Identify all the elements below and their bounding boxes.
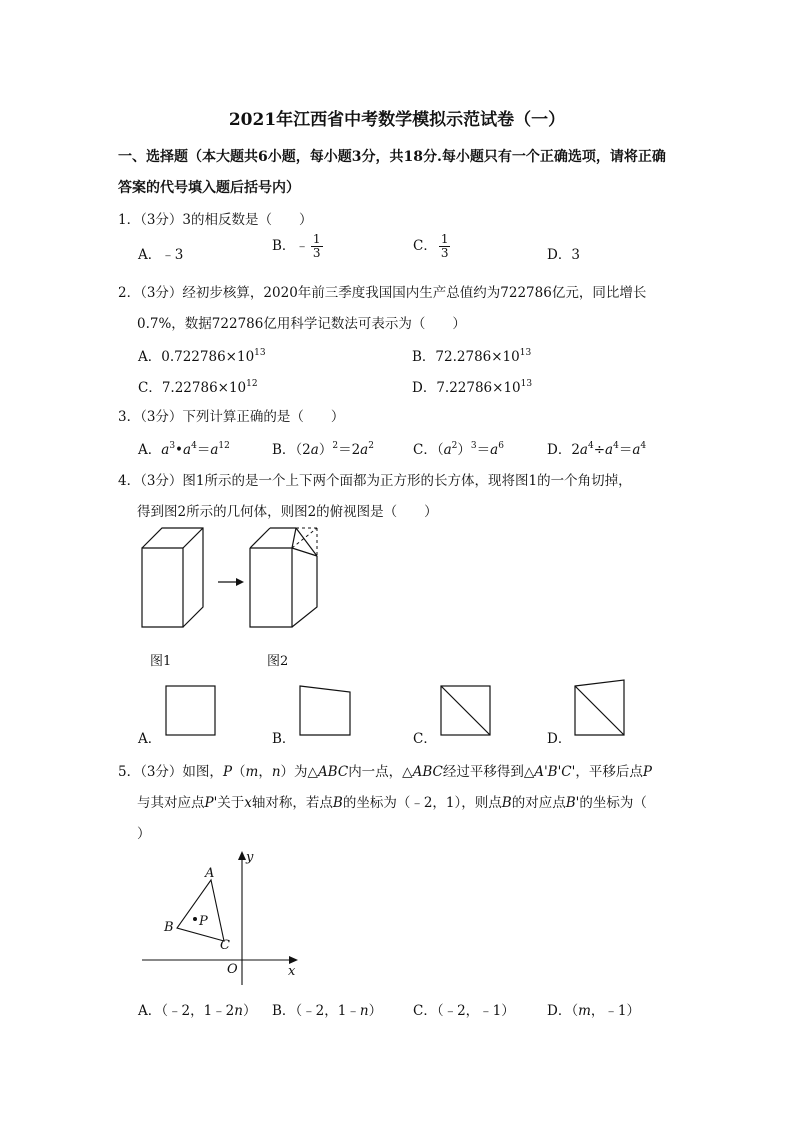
q5-option-a: [138, 999, 256, 1019]
q4-fig2-caption: 图2: [267, 654, 289, 669]
q1-a-value: ﹣3: [161, 247, 184, 263]
q5-l1d: 内一点，△: [348, 764, 413, 780]
q3-d-exp1: 4: [587, 441, 594, 451]
q3-a-exp1: 3: [169, 441, 176, 451]
q1-stem: 1．（3分）3的相反数是（ ）: [118, 212, 313, 228]
q5-label-p: P: [199, 914, 208, 929]
q5-l1a: 5．（3分）如图，: [118, 764, 223, 780]
q5-label-y: y: [246, 850, 254, 865]
q5-triangle-abc: [177, 880, 224, 941]
q3-c-eq: ＝: [476, 442, 491, 458]
q3-a-eq: ＝: [196, 442, 211, 458]
q1-a-prefix: A．: [138, 247, 162, 263]
q3-c-paren: ）: [457, 442, 471, 458]
q3-a-exp3: 12: [218, 441, 230, 451]
q3-a-var3: a: [210, 442, 219, 458]
q5-l1b: （: [232, 764, 246, 780]
q2-stem-line1: 2．（3分）经初步核算，2020年前三季度我国国内生产总值约为722786亿元，同比增长: [118, 285, 647, 301]
section-heading-line2: 答案的代号填入题后括号内）: [118, 180, 300, 196]
q3-d-div: ÷: [593, 442, 606, 458]
q5-stem-line3: ）: [137, 826, 151, 842]
q5-y-arrow-icon: [238, 851, 246, 860]
q1-b-numerator: 1: [312, 232, 321, 246]
q4-stem-line2: 得到图2所示的几何体，则图2的俯视图是（ ）: [137, 504, 438, 520]
q4-option-a: A．: [138, 731, 162, 747]
q3-a-var: a: [161, 442, 170, 458]
q4-stem-line1: 4．（3分）图1所示的是一个上下两个面都为正方形的长方体，现将图1的一个角切掉，: [118, 473, 632, 489]
q5-l2a: 与其对应点: [137, 795, 205, 811]
q5-b-suffix: ）: [368, 1003, 383, 1019]
q5-label-c: C: [220, 938, 230, 953]
q4-option-c: C．: [413, 731, 437, 747]
q3-d-prefix: D．2: [547, 442, 580, 458]
q5-b-prefix: B．（﹣2，1﹣: [272, 1003, 360, 1019]
section-heading-line1: 一、选择题（本大题共6小题，每小题3分，共18分.每小题只有一个正确选项，请将正确: [118, 149, 666, 165]
q1-c-numerator: 1: [440, 232, 449, 246]
q5-l1-P2: P: [642, 764, 652, 780]
q5-label-b: B: [164, 920, 174, 935]
q3-b-exp2: 2: [368, 441, 374, 451]
q3-c-exp3: 6: [498, 441, 504, 451]
q3-b-paren: ）: [318, 442, 333, 458]
q5-l2f: 的坐标为（: [579, 795, 647, 811]
q3-c-var2: a: [490, 442, 499, 458]
q3-d-var2: a: [605, 442, 614, 458]
q5-l2e: 的对应点: [511, 795, 566, 811]
q5-l2-x: x: [244, 795, 252, 811]
q5-d-prefix: D．（: [547, 1003, 579, 1019]
q5-d-suffix: ，﹣1）: [590, 1003, 640, 1019]
q3-b-exp1: 2: [332, 441, 339, 451]
q5-l1-ApBpCp: A'B'C': [534, 764, 576, 780]
q5-l1-n: n: [271, 764, 281, 780]
q2-stem-line2: 0.7%，数据722786亿用科学记数法可表示为（ ）: [137, 316, 466, 332]
q5-label-x: x: [288, 964, 296, 979]
q1-option-d: D．3: [547, 247, 580, 263]
q5-l2b: 关于: [217, 795, 245, 811]
q5-l1-comma: ，: [258, 764, 272, 780]
q5-a-prefix: A．（﹣2，1﹣2: [138, 1003, 235, 1019]
q5-option-d: [547, 999, 640, 1019]
q4-option-d: D．: [547, 731, 572, 747]
page-title: 2021年江西省中考数学模拟示范试卷（一）: [228, 110, 566, 130]
q5-l2-B: B: [332, 795, 343, 811]
q5-l1-ABC2: ABC: [412, 764, 443, 780]
q2-a-base: A．0.722786×10: [138, 349, 255, 365]
q3-b-var: a: [310, 442, 319, 458]
q5-l2d: 的坐标为（﹣2，1），则点: [342, 795, 502, 811]
q3-a-prefix: A．: [138, 442, 162, 458]
q5-l1f: ，平移后点: [575, 764, 643, 780]
q5-l1-ABC: ABC: [317, 764, 349, 780]
q5-x-arrow-icon: [289, 956, 298, 964]
q5-l1c: ）为△: [280, 764, 318, 780]
q3-b-eq: ＝: [338, 442, 352, 458]
q2-c-base: C．7.22786×10: [138, 380, 247, 396]
q3-d-var: a: [579, 442, 588, 458]
q5-l1-m: m: [245, 764, 259, 780]
q5-d-m: m: [578, 1003, 591, 1019]
q1-c-prefix: C．: [413, 238, 437, 254]
q3-a-dot: •: [175, 442, 184, 458]
q3-c-exp2: 3: [470, 441, 477, 451]
q3-stem: 3．（3分）下列计算正确的是（ ）: [118, 409, 345, 425]
q5-label-a: A: [205, 866, 215, 881]
q5-l2c: 轴对称，若点: [251, 795, 333, 811]
q3-d-eq: ＝: [618, 442, 633, 458]
q3-b-var2: a: [360, 442, 369, 458]
q5-l2-B2: B: [501, 795, 512, 811]
q3-a-var2: a: [183, 442, 192, 458]
q3-c-prefix: C．（: [413, 442, 444, 458]
q3-c-exp1: 2: [451, 441, 458, 451]
q5-b-n: n: [359, 1003, 369, 1019]
q1-b-denominator: 3: [312, 246, 321, 260]
q5-point-p: [193, 917, 197, 921]
q5-l2-Pp: P': [204, 795, 218, 811]
q1-c-denominator: 3: [440, 246, 449, 260]
q5-l1-P: P: [222, 764, 233, 780]
q2-d-exp: 13: [520, 379, 533, 389]
q2-b-base: B．72.2786×10: [412, 349, 520, 365]
q5-l1e: 经过平移得到△: [442, 764, 535, 780]
q3-b-two: 2: [351, 442, 361, 458]
q3-d-exp2: 4: [613, 441, 619, 451]
q5-a-suffix: ）: [242, 1003, 257, 1019]
q1-b-prefix: B．﹣: [272, 238, 309, 254]
q4-option-b: B．: [272, 731, 296, 747]
q5-label-o: O: [227, 962, 238, 977]
q5-option-c: C．（﹣2，﹣1）: [413, 1003, 515, 1019]
q2-d-base: D．7.22786×10: [412, 380, 521, 396]
q3-c-var: a: [443, 442, 452, 458]
q2-a-exp: 13: [254, 348, 266, 358]
q5-a-n: n: [234, 1003, 243, 1019]
q3-d-exp3: 4: [640, 441, 647, 451]
q2-b-exp: 13: [519, 348, 532, 358]
q3-b-prefix: B．（2: [272, 442, 311, 458]
q3-a-exp2: 4: [191, 441, 197, 451]
q5-option-b: [272, 999, 382, 1019]
q4-fig1-caption: 图1: [150, 654, 172, 669]
q2-c-exp: 12: [246, 379, 258, 389]
q3-d-var3: a: [632, 442, 641, 458]
q5-l2-Bp: B': [565, 795, 580, 811]
